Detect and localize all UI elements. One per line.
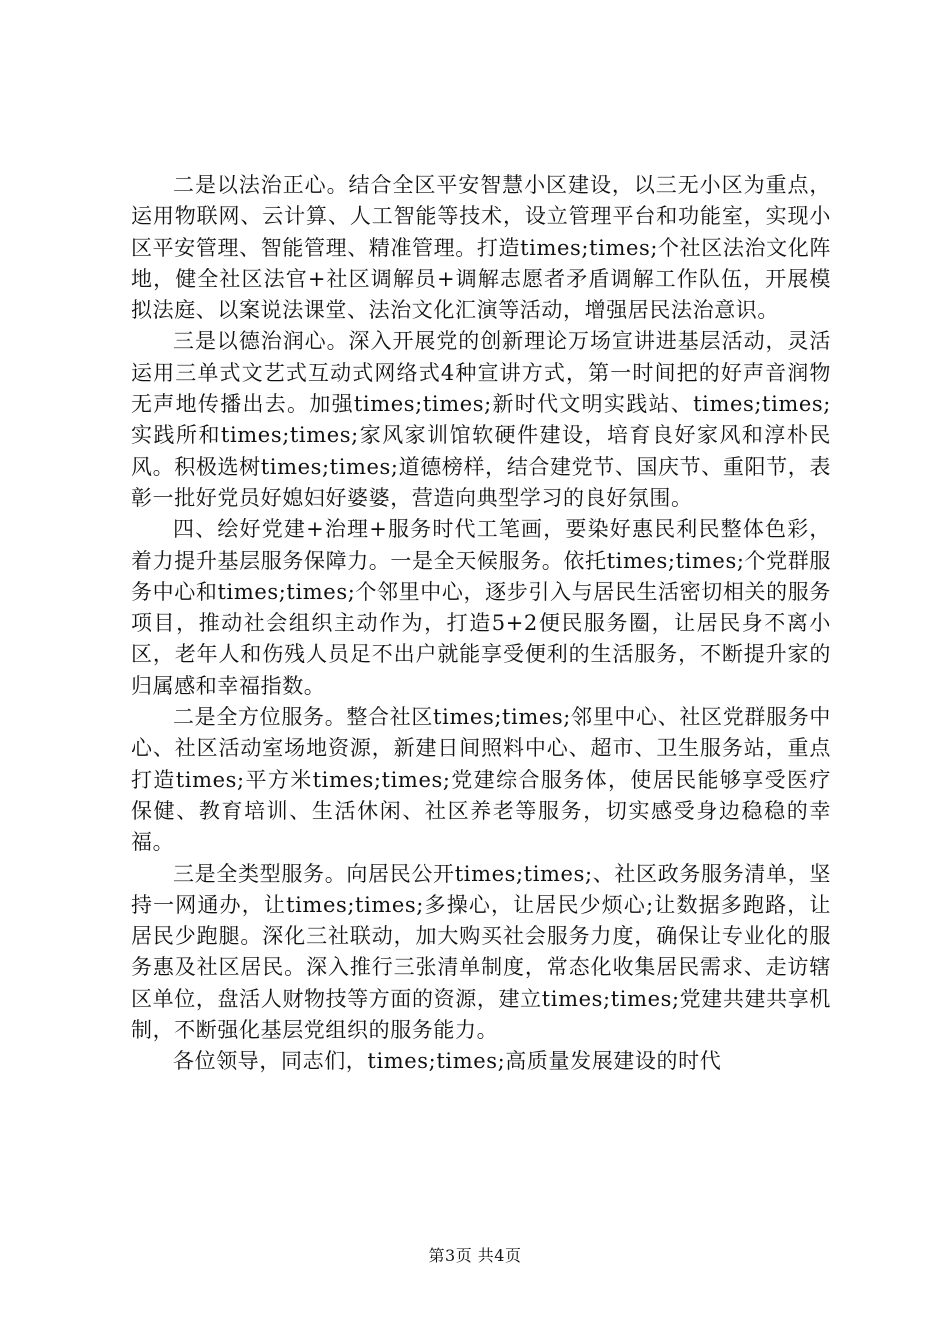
- paragraph-closing: 各位领导，同志们，times;times;高质量发展建设的时代: [173, 1049, 722, 1074]
- page-number-footer: 第3页 共4页: [428, 1246, 522, 1265]
- body-text: [131, 170, 831, 1078]
- paragraph-rule-of-law: 二是以法治正心。结合全区平安智慧小区建设，以三无小区为重点，运用物联网、云计算、人工智能等技术，设立管理平台和功能室，实现小区平安管理、智能管理、精准管理。打造times;times;个社区法治文化阵地，健全社区法官+社区调解员+调解志愿者矛盾调解工作队伍，开展模拟法庭、以案说法课堂、法治文化汇演等活动，增强居民法治意识。: [131, 173, 831, 323]
- paragraph-rule-of-virtue: 三是以德治润心。深入开展党的创新理论万场宣讲进基层活动，灵活运用三单式文艺式互动式网络式4种宣讲方式，第一时间把的好声音润物无声地传播出去。加强times;times;新时代文明实践站、times;times;实践所和times;times;家风家训馆软硬件建设，培育良好家风和淳朴民风。积极选树times;times;道德榜样，结合建党节、国庆节、重阳节，表彰一批好党员好媳妇好婆婆，营造向典型学习的良好氛围。: [131, 329, 831, 510]
- paragraph-all-type-service: 三是全类型服务。向居民公开times;times;、社区政务服务清单，坚持一网通办，让times;times;多操心，让居民少烦心;让数据多跑路，让居民少跑腿。深化三社联动，加大购买社会服务力度，确保让专业化的服务惠及社区居民。深入推行三张清单制度，常态化收集居民需求、走访辖区单位，盘活人财物技等方面的资源，建立times;times;党建共建共享机制，不断强化基层党组织的服务能力。: [131, 861, 831, 1043]
- paragraph-all-weather-service: 四、绘好党建+治理+服务时代工笔画，要染好惠民利民整体色彩，着力提升基层服务保障力。一是全天候服务。依托times;times;个党群服务中心和times;times;个邻里中心，逐步引入与居民生活密切相关的服务项目，推动社会组织主动作为，打造5+2便民服务圈，让居民身不离小区，老年人和伤残人员足不出户就能享受便利的生活服务，不断提升家的归属感和幸福指数。: [131, 517, 831, 698]
- paragraph-all-round-service: 二是全方位服务。整合社区times;times;邻里中心、社区党群服务中心、社区活动室场地资源，新建日间照料中心、超市、卫生服务站，重点打造times;平方米times;times;党建综合服务体，使居民能够享受医疗保健、教育培训、生活休闲、社区养老等服务，切实感受身边稳稳的幸福。: [131, 705, 831, 855]
